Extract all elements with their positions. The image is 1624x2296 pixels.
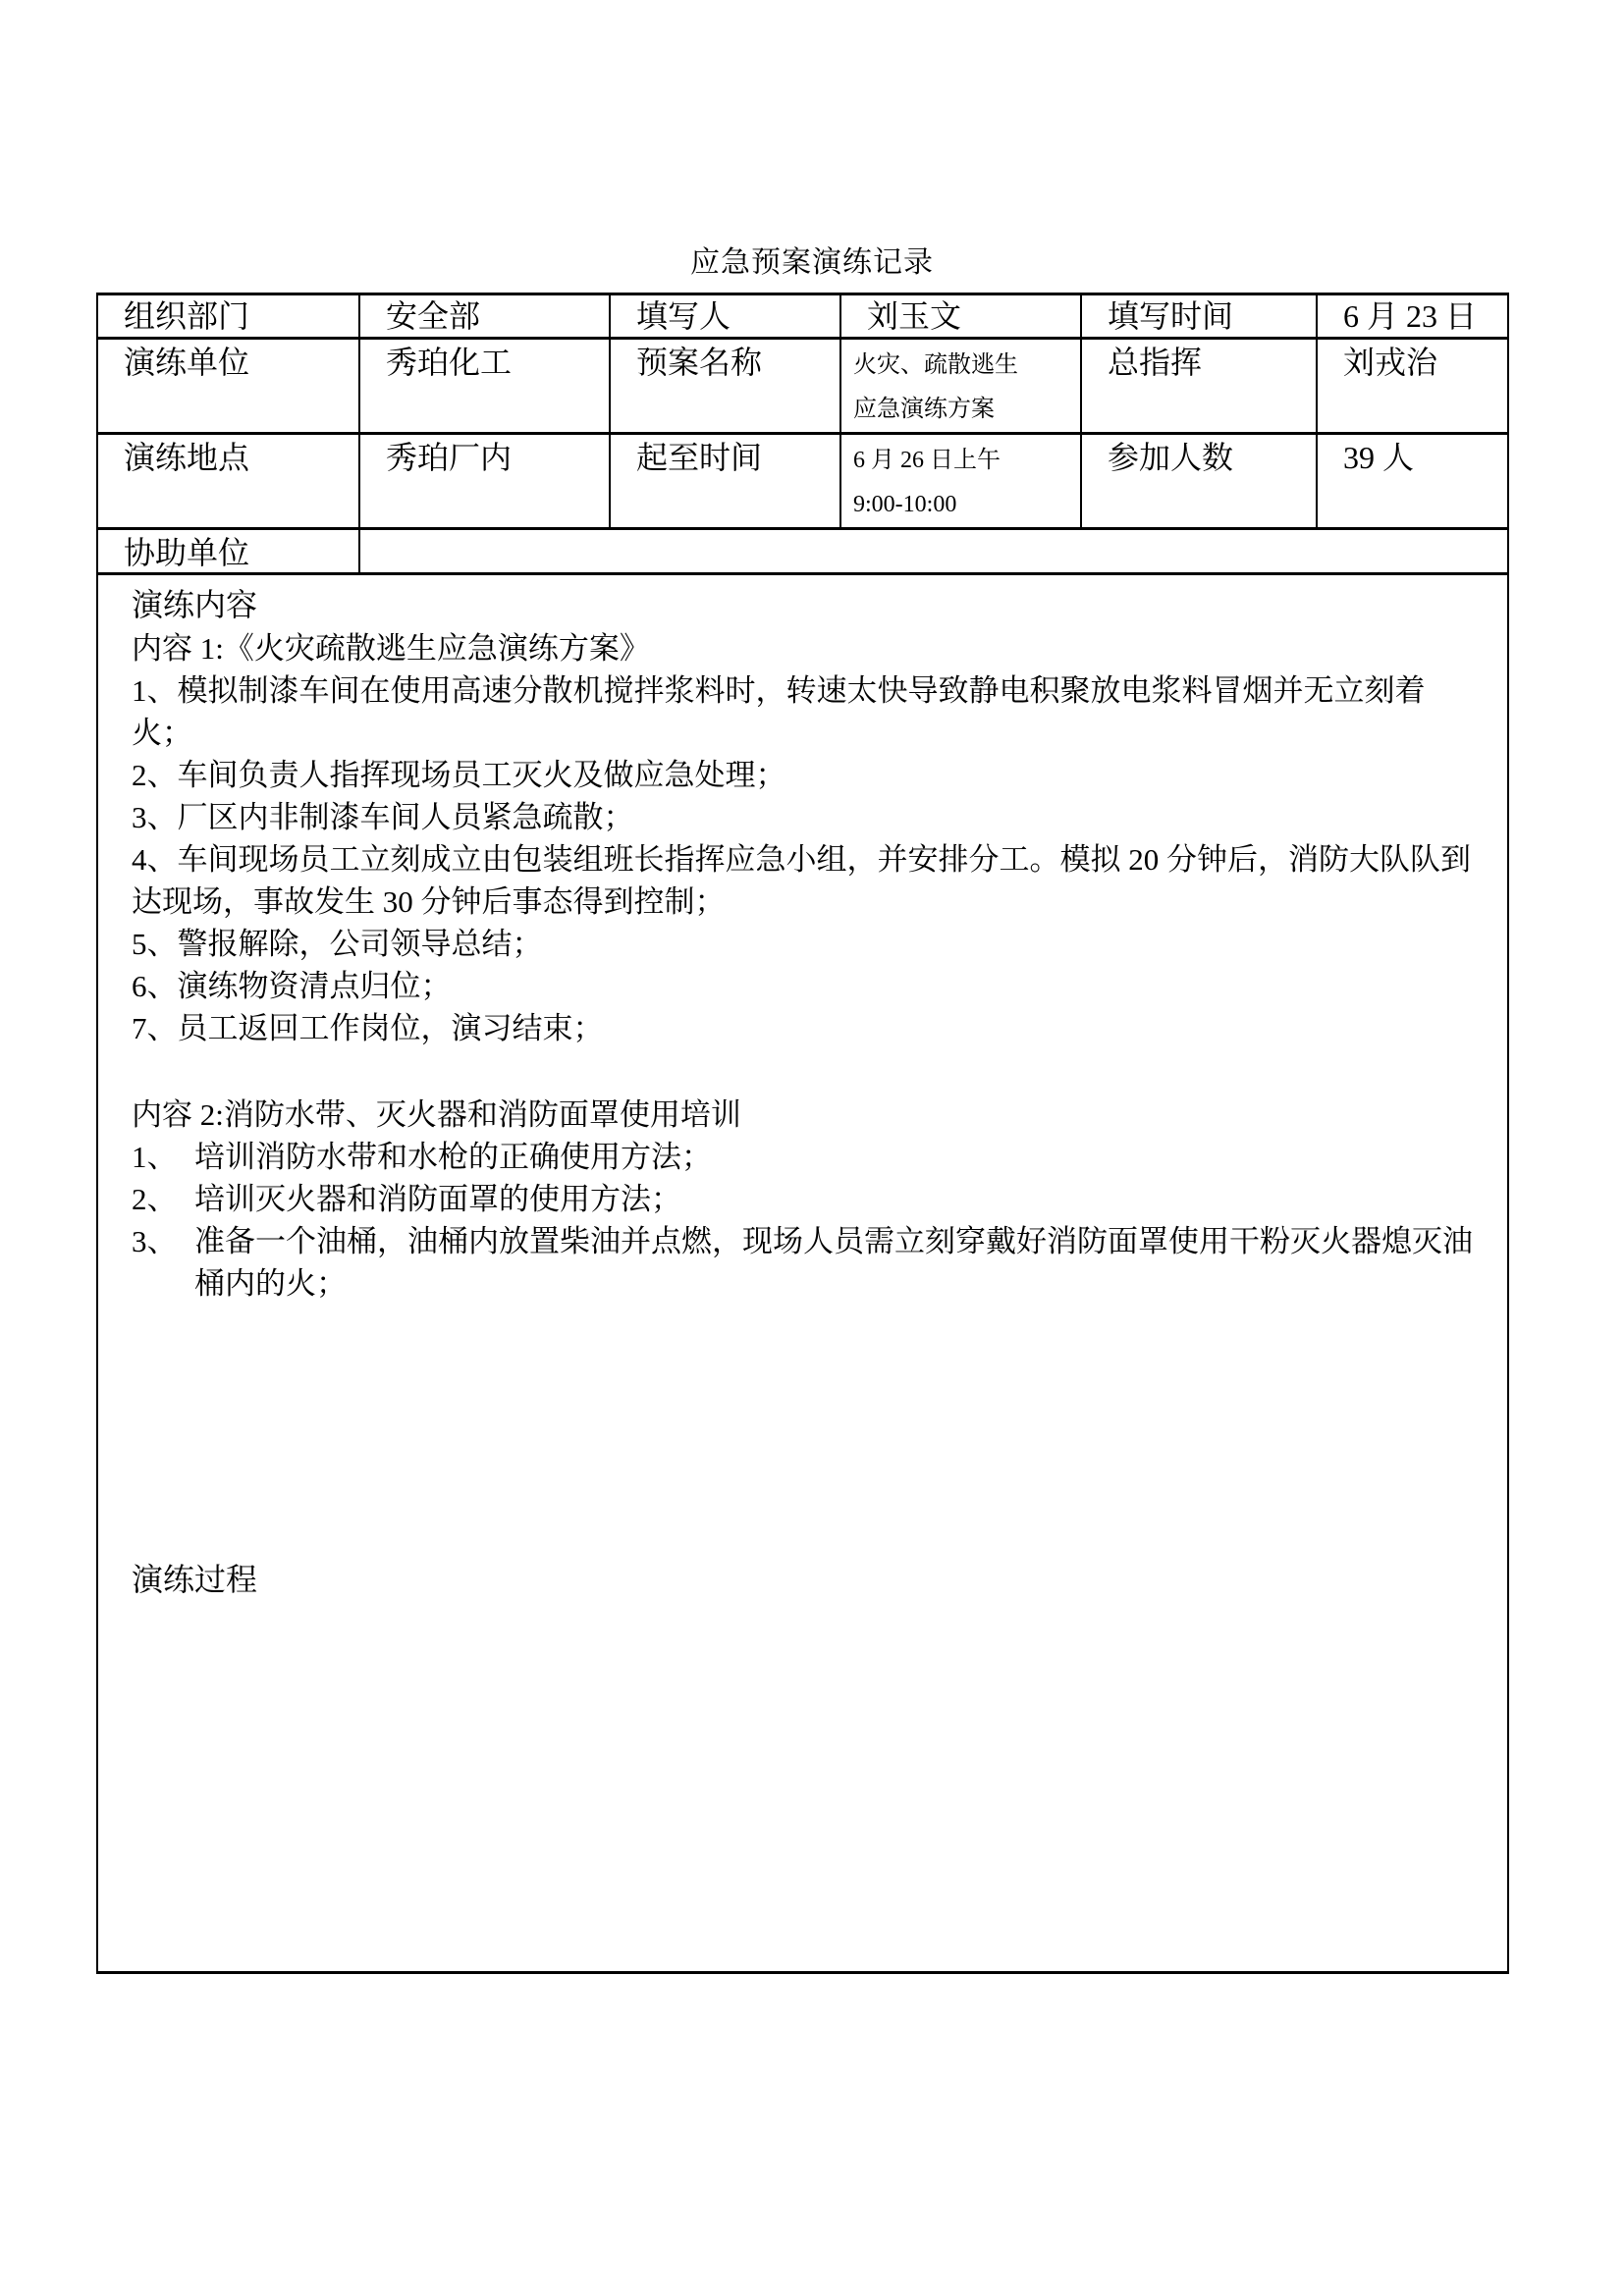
content1-item-6: 6、演练物资清点归位； <box>132 969 452 1003</box>
field-value-chief-commander: 刘戎治 <box>1317 339 1508 434</box>
field-label-participants-count: 参加人数 <box>1081 434 1317 529</box>
field-label-organization-dept: 组织部门 <box>97 294 359 339</box>
time-period-line-1: 6 月 26 日上午 <box>853 448 1001 473</box>
drill-record-table <box>96 293 1509 1974</box>
content2-item-2-text: 培训灭火器和消防面罩的使用方法； <box>194 1182 681 1216</box>
field-value-organization-dept: 安全部 <box>359 294 610 339</box>
content2-item-3 <box>132 1220 1478 1305</box>
drill-process-heading: 演练过程 <box>132 1562 258 1597</box>
table-row <box>97 574 1508 1973</box>
time-period-line-2: 9:00-10:00 <box>853 492 957 517</box>
content2-title: 内容 2:消防水带、灭火器和消防面罩使用培训 <box>132 1097 741 1132</box>
document-title: 应急预案演练记录 <box>690 246 934 279</box>
content1-item-4: 4、车间现场员工立刻成立由包装组班长指挥应急小组，并安排分工。模拟 20 分钟后，消防大队队到达现场，事故发生 30 分钟后事态得到控制； <box>132 842 1471 919</box>
plan-name-line-2: 应急演练方案 <box>853 397 995 422</box>
field-label-chief-commander: 总指挥 <box>1081 339 1317 434</box>
content1-item-5: 5、警报解除，公司领导总结； <box>132 927 543 961</box>
content1-item-7: 7、员工返回工作岗位，演习结束； <box>132 1011 604 1045</box>
table-row <box>97 529 1508 574</box>
content2-item-2-number: 2、 <box>132 1182 178 1216</box>
table-row <box>97 434 1508 529</box>
content1-item-2: 2、车间负责人指挥现场员工灭火及做应急处理； <box>132 758 786 792</box>
plan-name-line-1: 火灾、疏散逃生 <box>853 352 1018 378</box>
field-value-time-period <box>840 434 1081 529</box>
content2-item-1 <box>132 1136 1478 1178</box>
drill-content-cell <box>97 574 1508 1973</box>
field-label-drill-unit: 演练单位 <box>97 339 359 434</box>
field-value-fill-date: 6 月 23 日 <box>1317 294 1508 339</box>
table-row <box>97 339 1508 434</box>
field-value-participants-count: 39 人 <box>1317 434 1508 529</box>
field-value-assisting-unit <box>359 529 1508 574</box>
field-label-fill-date: 填写时间 <box>1081 294 1317 339</box>
field-label-assisting-unit: 协助单位 <box>97 529 359 574</box>
field-value-filled-by: 刘玉文 <box>840 294 1081 339</box>
field-label-drill-location: 演练地点 <box>97 434 359 529</box>
content2-item-3-number: 3、 <box>132 1224 178 1258</box>
content1-item-1: 1、模拟制漆车间在使用高速分散机搅拌浆料时，转速太快导致静电积聚放电浆料冒烟并无立刻着火； <box>132 673 1426 750</box>
content2-item-1-text: 培训消防水带和水枪的正确使用方法； <box>194 1140 712 1174</box>
field-value-plan-name <box>840 339 1081 434</box>
field-value-drill-unit: 秀珀化工 <box>359 339 610 434</box>
content1-item-3: 3、厂区内非制漆车间人员紧急疏散； <box>132 800 634 834</box>
table-row <box>97 294 1508 339</box>
content2-item-2 <box>132 1178 1478 1220</box>
drill-content-heading: 演练内容 <box>132 587 258 622</box>
content1-title: 内容 1:《火灾疏散逃生应急演练方案》 <box>132 631 650 666</box>
content2-item-1-number: 1、 <box>132 1140 178 1174</box>
content2-item-3-text: 准备一个油桶，油桶内放置柴油并点燃，现场人员需立刻穿戴好消防面罩使用干粉灭火器熄灭油桶内的火； <box>194 1224 1473 1301</box>
field-label-plan-name: 预案名称 <box>610 339 840 434</box>
blank-line <box>132 1049 1478 1094</box>
field-label-filled-by: 填写人 <box>610 294 840 339</box>
field-label-time-period: 起至时间 <box>610 434 840 529</box>
field-value-drill-location: 秀珀厂内 <box>359 434 610 529</box>
